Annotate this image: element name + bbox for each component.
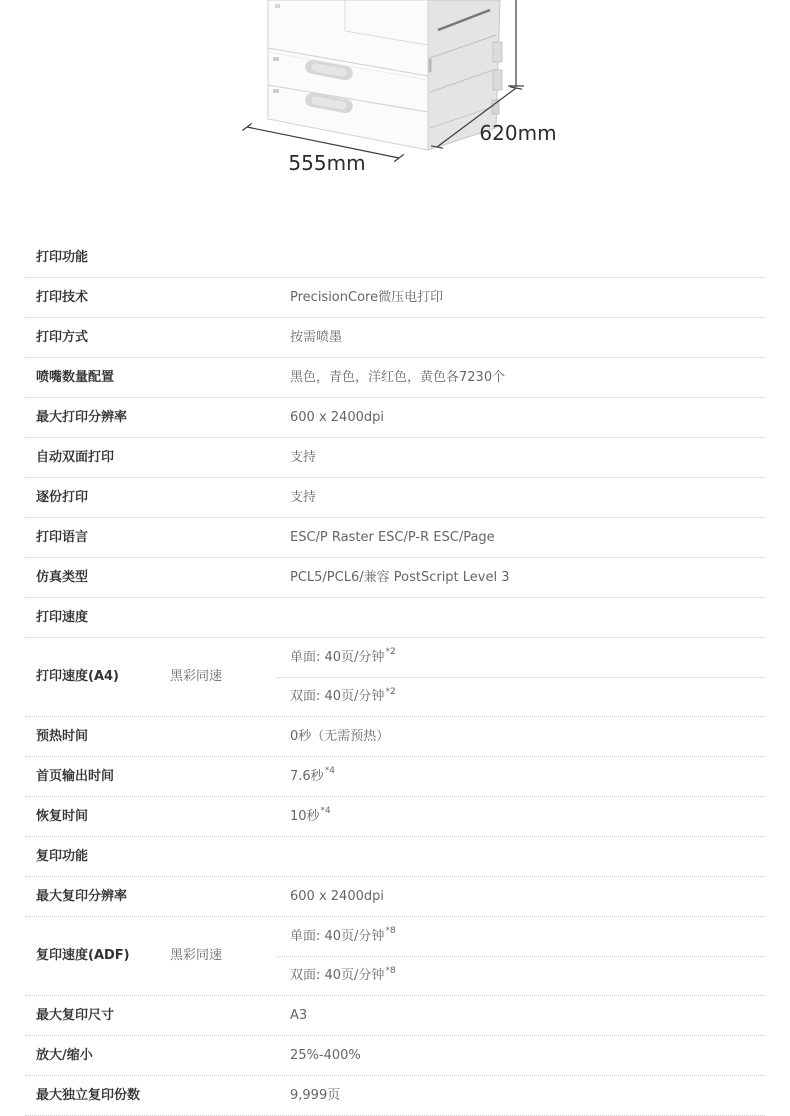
spec-label: 恢复时间 bbox=[36, 808, 89, 824]
spec-value bbox=[290, 889, 384, 905]
spec-value bbox=[290, 647, 396, 666]
spec-value bbox=[290, 490, 316, 506]
spec-value bbox=[290, 410, 384, 426]
spec-value-text: 7.6秒 bbox=[290, 768, 324, 784]
spec-row bbox=[25, 797, 765, 837]
spec-value-text: 支持 bbox=[290, 449, 317, 465]
spec-table bbox=[25, 238, 765, 1116]
spec-label: 放大/缩小 bbox=[36, 1047, 93, 1063]
spec-value-text: 双面: 40页/分钟 bbox=[290, 968, 385, 984]
spec-value-text: 单面: 40页/分钟 bbox=[290, 649, 385, 665]
spec-split-row bbox=[25, 638, 765, 717]
spec-label: 预热时间 bbox=[36, 728, 89, 744]
spec-section-row bbox=[25, 837, 765, 877]
spec-value-superscript: *2 bbox=[385, 647, 396, 658]
spec-subvalue-row bbox=[277, 677, 765, 716]
spec-value-superscript: *4 bbox=[320, 806, 331, 817]
spec-value bbox=[290, 686, 396, 705]
spec-row bbox=[25, 1076, 765, 1116]
spec-value-text: 单面: 40页/分钟 bbox=[290, 928, 385, 944]
spec-value bbox=[290, 1088, 340, 1104]
spec-subvalues bbox=[277, 638, 765, 716]
spec-split-row bbox=[25, 917, 765, 996]
spec-value-superscript: *8 bbox=[385, 926, 396, 937]
spec-label: 最大复印尺寸 bbox=[36, 1007, 115, 1023]
spec-row bbox=[25, 398, 765, 438]
spec-value bbox=[290, 290, 443, 306]
spec-value-text: 9,999页 bbox=[290, 1087, 341, 1103]
spec-label: 打印语言 bbox=[36, 529, 89, 545]
spec-value-text: ESC/P Raster ESC/P-R ESC/Page bbox=[290, 529, 495, 545]
spec-row bbox=[25, 518, 765, 558]
spec-value-text: 按需喷墨 bbox=[290, 329, 343, 345]
spec-value-text: PrecisionCore微压电打印 bbox=[290, 289, 444, 305]
spec-subvalue-row bbox=[277, 638, 765, 677]
spec-value bbox=[290, 965, 396, 984]
spec-row bbox=[25, 717, 765, 757]
spec-value-text: 黑色，青色，洋红色，黄色各7230个 bbox=[290, 369, 506, 385]
spec-value bbox=[290, 330, 342, 346]
spec-section-row bbox=[25, 598, 765, 638]
spec-section-row bbox=[25, 238, 765, 278]
printer-illustration bbox=[0, 0, 790, 236]
spec-value bbox=[290, 530, 495, 546]
dimension-height-line bbox=[508, 0, 524, 87]
spec-value bbox=[290, 370, 505, 386]
spec-row bbox=[25, 757, 765, 797]
spec-label: 自动双面打印 bbox=[36, 449, 115, 465]
spec-value bbox=[290, 570, 510, 586]
spec-row bbox=[25, 278, 765, 318]
spec-value-text: 10秒 bbox=[290, 808, 320, 824]
spec-value-superscript: *8 bbox=[385, 965, 396, 976]
spec-value bbox=[290, 1008, 307, 1024]
spec-row bbox=[25, 877, 765, 917]
spec-label: 打印速度(A4) bbox=[36, 669, 119, 685]
spec-value-text: A3 bbox=[290, 1007, 308, 1023]
spec-label: 打印方式 bbox=[36, 329, 89, 345]
spec-row bbox=[25, 558, 765, 598]
spec-value-text: PCL5/PCL6/兼容 PostScript Level 3 bbox=[290, 569, 510, 585]
width-dimension-label: 555mm bbox=[288, 151, 366, 175]
spec-label: 最大独立复印份数 bbox=[36, 1087, 141, 1103]
spec-value bbox=[290, 926, 396, 945]
spec-sublabel: 黑彩同速 bbox=[170, 669, 223, 685]
spec-value bbox=[290, 450, 316, 466]
spec-value-text: 0秒（无需预热） bbox=[290, 728, 390, 744]
printer-front-face bbox=[268, 0, 428, 150]
spec-row bbox=[25, 438, 765, 478]
spec-value-text: 25%-400% bbox=[290, 1047, 361, 1063]
spec-subvalues bbox=[277, 917, 765, 995]
spec-section-label: 复印功能 bbox=[36, 848, 89, 864]
spec-label: 打印技术 bbox=[36, 289, 89, 305]
spec-row bbox=[25, 996, 765, 1036]
spec-row bbox=[25, 1036, 765, 1076]
spec-value-text: 支持 bbox=[290, 489, 317, 505]
spec-value bbox=[290, 1048, 361, 1064]
spec-label: 仿真类型 bbox=[36, 569, 89, 585]
spec-row bbox=[25, 318, 765, 358]
spec-row bbox=[25, 358, 765, 398]
spec-label: 最大打印分辨率 bbox=[36, 409, 128, 425]
spec-label: 最大复印分辨率 bbox=[36, 888, 128, 904]
spec-subvalue-row bbox=[277, 917, 765, 956]
spec-value bbox=[290, 766, 335, 785]
spec-row bbox=[25, 478, 765, 518]
spec-section-label: 打印功能 bbox=[36, 249, 89, 265]
spec-subvalue-row bbox=[277, 956, 765, 995]
spec-value bbox=[290, 729, 389, 745]
spec-sublabel: 黑彩同速 bbox=[170, 948, 223, 964]
depth-dimension-label: 620mm bbox=[479, 121, 557, 145]
spec-section-label: 打印速度 bbox=[36, 609, 89, 625]
spec-label: 喷嘴数量配置 bbox=[36, 369, 115, 385]
spec-value-text: 600 x 2400dpi bbox=[290, 409, 384, 425]
spec-label: 首页输出时间 bbox=[36, 768, 115, 784]
spec-value-superscript: *2 bbox=[385, 686, 396, 697]
printer-drawing bbox=[0, 0, 790, 236]
spec-value bbox=[290, 806, 331, 825]
spec-label: 复印速度(ADF) bbox=[36, 948, 130, 964]
spec-value-superscript: *4 bbox=[324, 766, 335, 777]
spec-value-text: 双面: 40页/分钟 bbox=[290, 689, 385, 705]
spec-label: 逐份打印 bbox=[36, 489, 89, 505]
spec-value-text: 600 x 2400dpi bbox=[290, 888, 384, 904]
